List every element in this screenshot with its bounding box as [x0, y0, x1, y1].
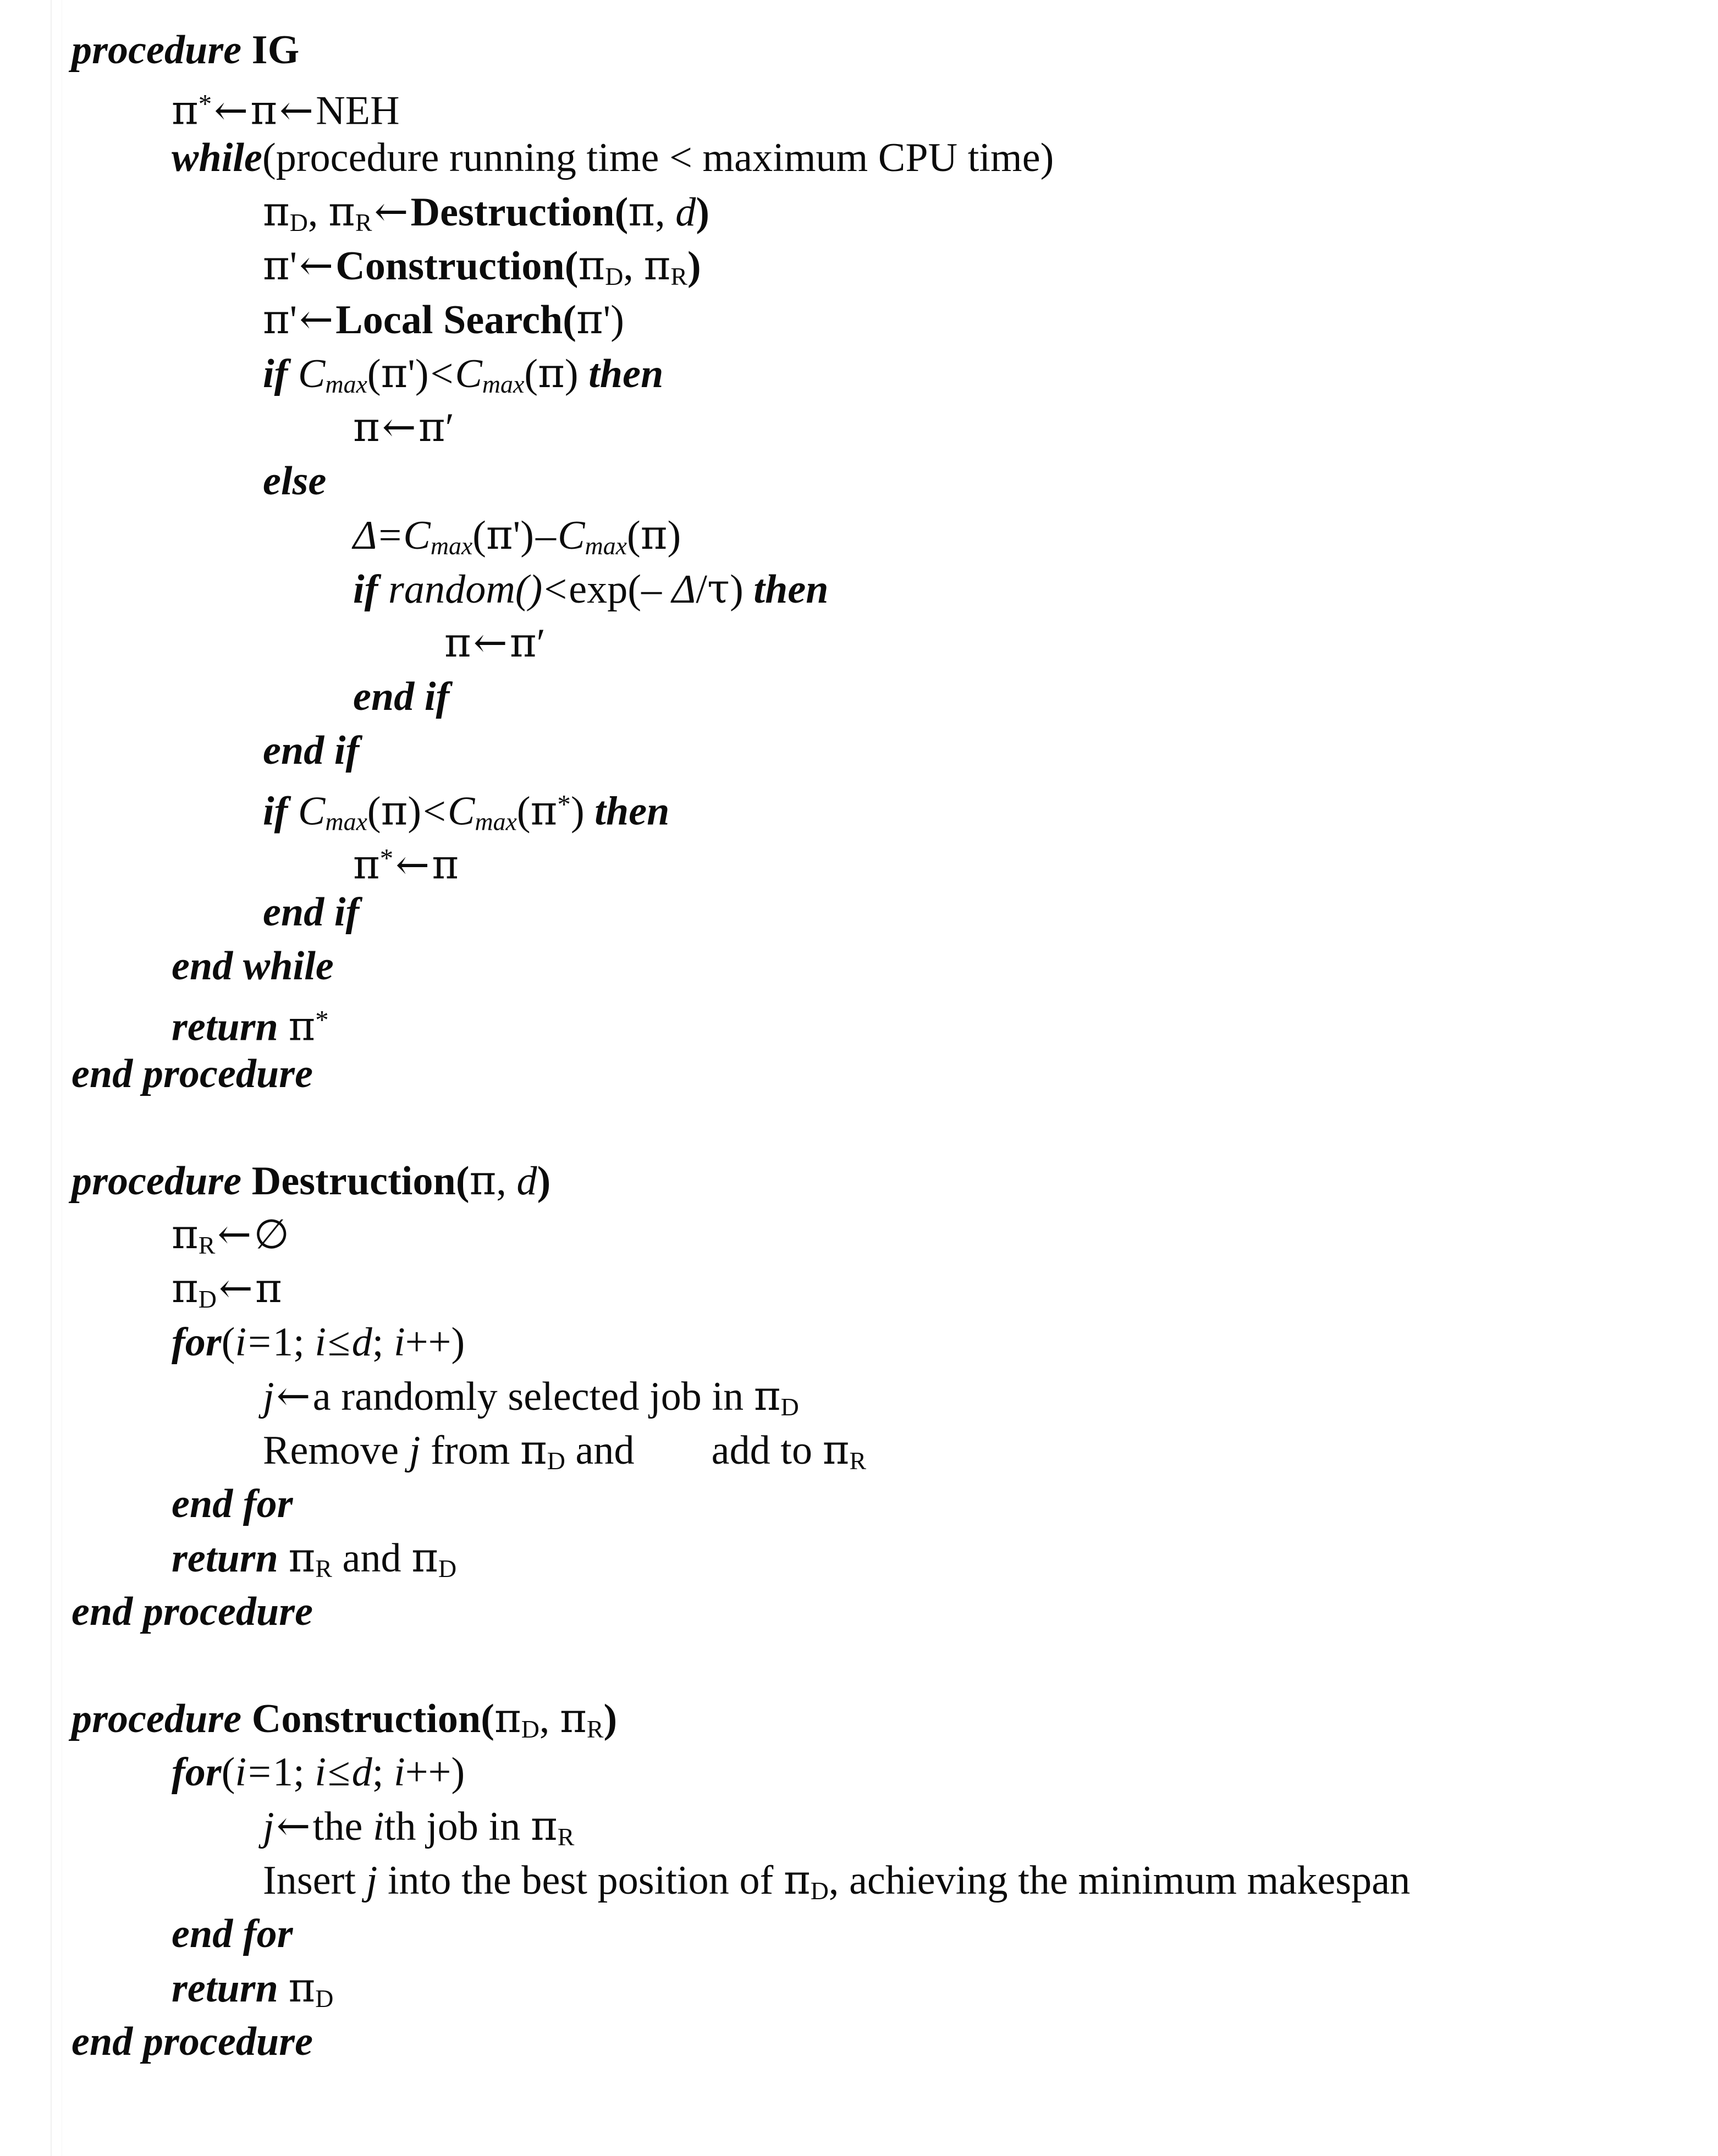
line-ig-else: [0, 454, 1718, 508]
line-de-for: for(i=1; i≤d; i++): [172, 1320, 465, 1365]
line-co-endprocedure: [0, 2015, 1718, 2069]
keyword-end-procedure-destruction: end procedure: [71, 1589, 313, 1634]
line-ig-assign-1: π←π′: [353, 404, 454, 451]
line-de-init-d: $\pi_D\leftarrow\pi$: [172, 1265, 282, 1314]
line-ig-endif-best: [0, 885, 1718, 939]
call-local-search: Local Search: [335, 297, 563, 343]
text-remove: Remove: [263, 1428, 399, 1473]
keyword-return-construction: return: [172, 1966, 278, 2011]
line-de-endprocedure: [0, 1585, 1718, 1639]
line-ig-construction-call: $\pi'\leftarrow Construction(\pi_D$, $\pi_R$): [263, 242, 701, 291]
keyword-return: return: [172, 1004, 278, 1050]
keyword-end-if-best: end if: [263, 890, 360, 935]
procedure-ig-header: [0, 23, 1718, 77]
line-ig-endwhile: [0, 939, 1718, 993]
line-ig-endprocedure: [0, 1047, 1718, 1101]
line-ig-delta: $\Delta=C_{max}(\pi')-C_{max}(\pi)$: [353, 511, 681, 560]
keyword-for-destruction: for: [172, 1320, 222, 1365]
line-ig-init: π*←π←NEH: [172, 86, 400, 134]
line-ig-while: [0, 131, 1718, 185]
text-randomly-selected-job: a randomly selected job in: [312, 1374, 744, 1419]
keyword-for-construction: for: [172, 1750, 222, 1795]
keyword-else: else: [263, 459, 327, 504]
keyword-end-for-destruction: end for: [172, 1481, 293, 1526]
line-co-for: for(i=1; i≤d; i++): [172, 1750, 465, 1795]
line-co-return: return $\pi_D$: [172, 1964, 334, 2013]
keyword-procedure-construction: procedure: [71, 1696, 242, 1741]
text-and-return: and: [342, 1536, 401, 1581]
line-ig-endif-inner: [0, 670, 1718, 724]
spacer-2: [0, 1639, 1718, 1691]
procedure-destruction-header: procedure Destruction(π, d): [71, 1157, 551, 1204]
line-de-select: j←a randomly selected job in $\pi_D$: [263, 1372, 799, 1421]
line-co-insert: Insert j into the best position of $\pi_D$, achieving the minimum makespan: [263, 1856, 1411, 1905]
label-neh: NEH: [316, 88, 400, 134]
keyword-return-destruction: return: [172, 1536, 278, 1581]
line-ig-return: return π*: [172, 1002, 329, 1050]
symbol-cmax: C: [298, 351, 326, 396]
line-ig-localsearch-call: π'←Local Search(π'): [263, 296, 624, 343]
text-and: and: [575, 1428, 635, 1473]
text-into-best-position: into the best position of: [387, 1858, 774, 1903]
keyword-if: if: [263, 351, 288, 396]
keyword-if-best: if: [263, 788, 288, 834]
line-ig-assign-best: π*←π: [353, 841, 459, 889]
keyword-end-procedure-ig: end procedure: [71, 1051, 313, 1096]
procedure-construction-header: procedure $Construction(\pi_D$, $\pi_R$): [71, 1695, 618, 1744]
keyword-procedure-destruction: procedure: [71, 1159, 242, 1204]
keyword-end-while: end while: [172, 944, 334, 989]
line-de-init-r: $\pi_R\leftarrow\emptyset$: [172, 1211, 290, 1260]
text-achieving-min-makespan: achieving the minimum makespan: [849, 1858, 1411, 1903]
line-ig-destruction-call: $\pi_D$, $\pi_R\leftarrow Destruction(\pi$, d): [263, 188, 710, 237]
keyword-then-sa: then: [753, 567, 829, 612]
text-from: from: [431, 1428, 510, 1473]
keyword-end-for-construction: end for: [172, 1911, 293, 1956]
keyword-procedure: procedure: [71, 27, 242, 73]
line-ig-if-accept: if $C_{max}(\pi')<C_{max}(\pi)$ then: [263, 350, 664, 399]
procedure-name-destruction: Destruction: [251, 1159, 456, 1204]
function-exp: exp: [569, 567, 628, 612]
line-de-remove: Remove j from $\pi_D$ and add to $\pi_R$: [263, 1426, 867, 1475]
line-ig-if-best: if $C_{max}(\pi)<C_{max}(\pi^*)$ then: [263, 787, 670, 836]
line-ig-endif-outer: [0, 724, 1718, 778]
keyword-if-sa: if: [353, 567, 378, 612]
keyword-while: while: [172, 135, 262, 180]
text-add-to: add to: [711, 1428, 813, 1473]
text-insert: Insert: [263, 1858, 356, 1903]
keyword-end-procedure-construction: end procedure: [71, 2019, 313, 2064]
keyword-end-if-outer: end if: [263, 728, 360, 773]
line-de-return: return $\pi_R$ and $\pi_D$: [172, 1534, 457, 1583]
call-construction: Construction: [335, 244, 565, 289]
spacer-1: [0, 1101, 1718, 1154]
procedure-name-construction: Construction: [251, 1696, 481, 1741]
call-destruction: Destruction: [410, 190, 615, 235]
line-ig-assign-2: π←π′: [444, 619, 546, 666]
keyword-then-best: then: [594, 788, 670, 834]
keyword-end-if-inner: end if: [353, 674, 450, 719]
procedure-name-ig: IG: [251, 27, 300, 73]
line-de-endfor: [0, 1477, 1718, 1531]
while-condition: (procedure running time < maximum CPU time): [262, 135, 1054, 180]
line-co-pick: j←the ith job in $\pi_R$: [263, 1802, 575, 1851]
function-random: random(): [388, 567, 543, 612]
text-the: the: [312, 1804, 363, 1849]
text-th-job-in: th job in: [384, 1804, 521, 1849]
keyword-then: then: [588, 351, 664, 396]
line-ig-if-sa: if random()<exp(– Δ/τ) then: [353, 565, 829, 613]
line-co-endfor: [0, 1907, 1718, 1961]
